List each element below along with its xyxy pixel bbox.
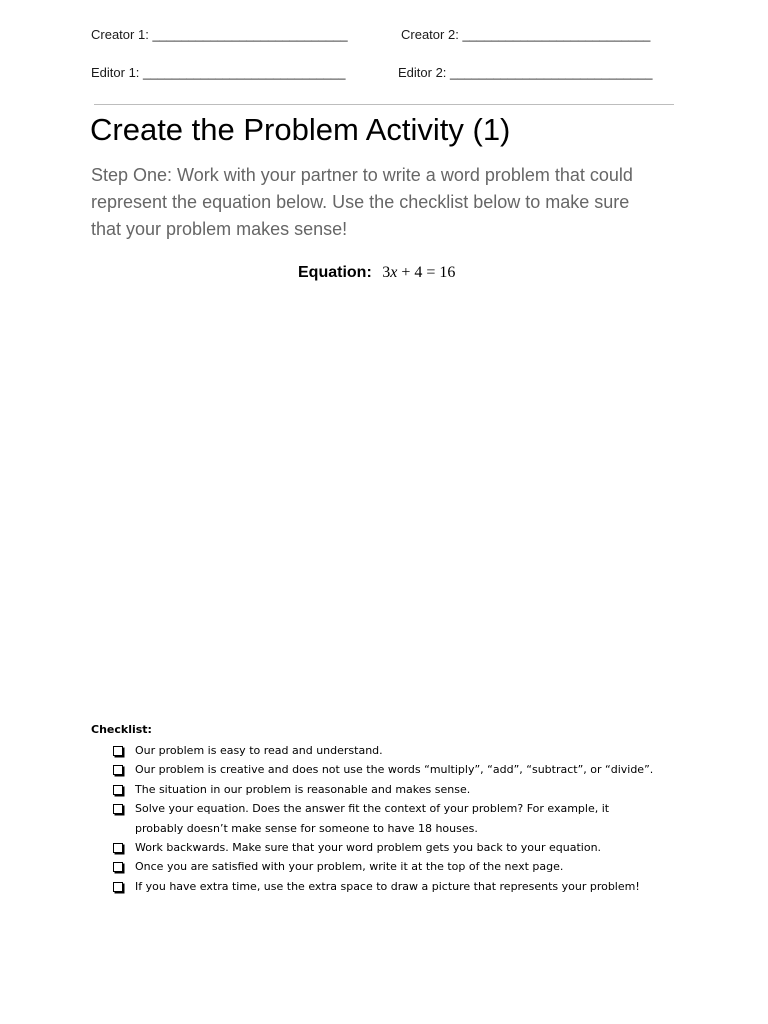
equation-coefficient: 3	[382, 264, 391, 281]
checklist-items	[91, 741, 731, 896]
creator-2-label: Creator 2:	[401, 27, 459, 42]
creator-1-blank: ___________________________	[152, 27, 348, 42]
creator-2-field	[401, 27, 650, 42]
checkbox-icon	[113, 882, 123, 892]
checklist-item-text: Solve your equation. Does the answer fit the context of your problem? For example, it probably doesn’t make sense for someone to have 18 houses.	[135, 802, 610, 835]
creator-1-label: Creator 1:	[91, 27, 149, 42]
editor-1-label: Editor 1:	[91, 65, 140, 80]
editor-2-field	[398, 65, 653, 80]
checklist-item	[91, 838, 731, 857]
equation-label: Equation:	[298, 264, 372, 281]
equation-rest: + 4 = 16	[397, 264, 456, 281]
checklist-item	[91, 877, 731, 896]
editor-1-blank: ____________________________	[143, 65, 346, 80]
editor-1-field	[91, 65, 346, 80]
instructions-line-3: that your problem makes sense!	[91, 219, 348, 239]
checklist	[91, 723, 731, 896]
checklist-item-text: The situation in our problem is reasonable and makes sense.	[135, 782, 471, 796]
checklist-heading: Checklist:	[91, 723, 152, 736]
checklist-item	[91, 780, 731, 799]
equation	[298, 264, 455, 282]
creator-1-field	[91, 27, 348, 42]
checklist-item	[91, 799, 731, 838]
equation-variable: x	[390, 264, 398, 281]
checklist-item-text: Our problem is creative and does not use the words “multiply”, “add”, “subtract”, or “divide”.	[135, 763, 654, 777]
checkbox-icon	[113, 843, 123, 853]
creator-2-blank: __________________________	[462, 27, 651, 42]
equation-expression	[382, 264, 455, 281]
editor-2-blank: ____________________________	[450, 65, 653, 80]
step-one-instructions	[91, 162, 691, 243]
page-title: Create the Problem Activity (1)	[90, 112, 511, 147]
checklist-item	[91, 857, 731, 876]
checklist-item	[91, 741, 731, 760]
checklist-item	[91, 760, 731, 779]
checkbox-icon	[113, 804, 123, 814]
checkbox-icon	[113, 785, 123, 795]
checkbox-icon	[113, 765, 123, 775]
checklist-item-text: Once you are satisfied with your problem, write it at the top of the next page.	[135, 860, 564, 874]
checklist-item-text: Work backwards. Make sure that your word problem gets you back to your equation.	[135, 841, 602, 855]
checklist-item-text: Our problem is easy to read and understand.	[135, 744, 383, 757]
instructions-line-1: Step One: Work with your partner to write a word problem that could	[91, 165, 633, 185]
editor-2-label: Editor 2:	[398, 65, 447, 80]
checklist-item-text: If you have extra time, use the extra space to draw a picture that represents your problem!	[135, 879, 640, 893]
checkbox-icon	[113, 746, 123, 756]
instructions-line-2: represent the equation below. Use the checklist below to make sure	[91, 192, 630, 212]
header-divider	[94, 104, 674, 105]
checkbox-icon	[113, 862, 123, 872]
